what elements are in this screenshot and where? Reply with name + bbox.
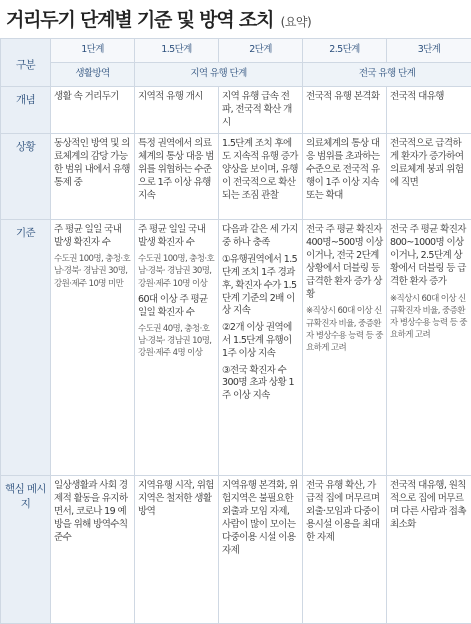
stage-2-header: 2단계 [219,39,303,63]
situation-stage-2: 1.5단계 조치 후에도 지속적 유행 증가 양상을 보이며, 유행이 전국적으로 확산되는 조짐 관찰 [219,134,303,220]
concept-stage-1: 생활 속 거리두기 [51,87,135,134]
criteria-stage-1-5-detail-2: 수도권 40명, 충청·호남·경북· 경남권 10명, 강원·제주 4명 이상 [138,323,212,359]
criteria-stage-2 [219,220,303,476]
message-stage-1-5: 지역유행 시작, 위험지역은 철저한 생활방역 [135,476,219,624]
row-label-message: 핵심 메시지 [1,476,51,624]
criteria-stage-2-intro: 다음과 같은 세 가지 중 하나 충족 [222,224,298,249]
concept-stage-2: 지역 유행 급속 전파, 전국적 확산 개시 [219,87,303,134]
row-label-criteria: 기준 [1,220,51,476]
page-subtitle: (요약) [280,15,312,29]
message-stage-3: 전국적 대유행, 원칙적으로 집에 머무르며 다른 사람과 접촉 최소화 [387,476,471,624]
criteria-stage-2-condition-2: ②2개 이상 권역에서 1.5단계 유행이 1주 이상 지속 [222,322,292,359]
criteria-stage-2-5 [303,220,387,476]
category-header: 구분 [1,39,51,87]
stage-1-5-header: 1.5단계 [135,39,219,63]
criteria-stage-2-condition-3: ③전국 확진자 수 300명 초과 상황 1주 이상 지속 [222,364,294,402]
group-national-outbreak: 전국 유행 단계 [303,63,471,87]
situation-stage-1-5: 특정 권역에서 의료체계의 통상 대응 범위를 위협하는 수준으로 1주 이상 유행 지속 [135,134,219,220]
message-stage-1: 일상생활과 사회 경제적 활동을 유지하면서, 코로나 19 예방을 위해 방역수칙 준수 [51,476,135,624]
situation-stage-3: 전국적으로 급격하게 환자가 증가하여 의료체계 붕괴 위험에 직면 [387,134,471,220]
message-stage-2: 지역유행 본격화, 위험지역은 불필요한 외출과 모임 자제, 사람이 많이 모이는 다중이용 시설 이용 자제 [219,476,303,624]
situation-stage-1: 동상적인 방역 및 의료체계의 감당 가능한 범위 내에서 유행 통제 중 [51,134,135,220]
criteria-stage-1-5-main-2: 60대 이상 주 평균 일일 확진자 수 [138,294,208,318]
criteria-stage-1-detail: 수도권 100명, 충청·호남·경북· 경남권 30명, 강원·제주 10명 미만 [54,254,131,289]
message-stage-2-5: 전국 유행 확산, 가급적 집에 머무르며 외출·모임과 다중이용시설 이용을 최대한 자제 [303,476,387,624]
criteria-stage-3 [387,220,471,476]
group-regional-outbreak: 지역 유행 단계 [135,63,303,87]
criteria-stage-2-condition-1: ①유행권역에서 1.5단계 조치 1주 경과 후, 확진자 수가 1.5단계 기준의 2배 이상 지속 [222,254,298,317]
stage-1-header: 1단계 [51,39,135,63]
concept-stage-1-5: 지역적 유행 개시 [135,87,219,134]
concept-stage-2-5: 전국적 유행 본격화 [303,87,387,134]
criteria-stage-2-5-main: 전국 주 평균 확진자 400명~500명 이상이거나, 전국 2단계 상황에서 더블링 등 급격한 환자 증가 상황 [306,224,383,300]
criteria-stage-2-5-detail: ※직상시 60대 이상 신규확진자 비율, 중증환자 병상수용 능력 등 중요하게 고려 [306,306,383,354]
criteria-stage-3-detail: ※직상시 60대 이상 신규확진자 비율, 중증환자 병상수용 능력 등 중요하게 고려 [390,293,467,341]
criteria-stage-1-5-main: 주 평균 일일 국내 발생 확진자 수 [138,224,206,249]
group-daily-prevention: 생활방역 [51,63,135,87]
concept-stage-3: 전국적 대유행 [387,87,471,134]
criteria-stage-1-main: 주 평균 일일 국내 발생 확진자 수 [54,224,122,249]
distancing-table [0,38,471,624]
situation-stage-2-5: 의료체계의 통상 대응 범위를 초과하는 수준으로 전국적 유행이 1주 이상 지속 또는 확대 [303,134,387,220]
row-label-situation: 상황 [1,134,51,220]
row-label-concept: 개념 [1,87,51,134]
page-title: 거리두기 단계별 기준 및 방역 조치 (요약) [6,9,312,31]
stage-3-header: 3단계 [387,39,471,63]
criteria-stage-1-5 [135,220,219,476]
criteria-stage-3-main: 전국 주 평균 확진자 800~1000명 이상이거나, 2.5단계 상황에서 더블링 등 급격한 환자 증가 [390,224,466,287]
criteria-stage-1-5-detail: 수도권 100명, 충청·호남·경북· 경남권 30명, 강원·제주 10명 이상 [138,254,215,289]
criteria-stage-1 [51,220,135,476]
stage-2-5-header: 2.5단계 [303,39,387,63]
